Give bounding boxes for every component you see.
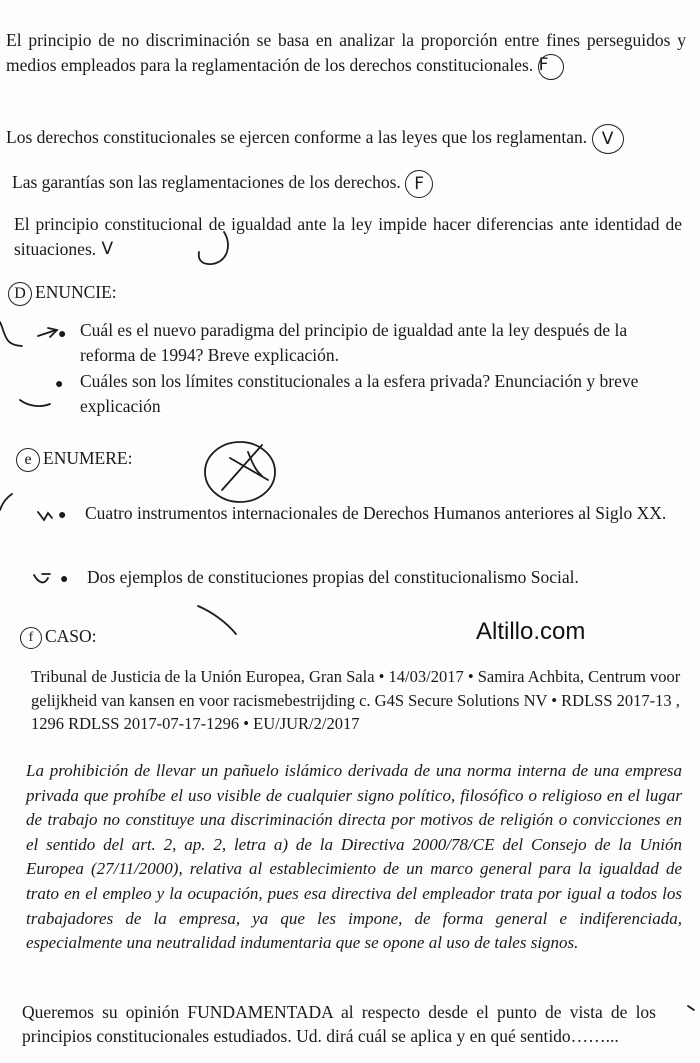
enuncie-item-1: Cuál es el nuevo paradigma del principio de igualdad ante la ley después de la reforma de 1994? Breve explicación.: [80, 320, 628, 365]
enumere-bullet-1: ●: [58, 508, 67, 523]
case-citation: Tribunal de Justicia de la Unión Europea, Gran Sala • 14/03/2017 • Samira Achbita, Centrum voor gelijkheid van kansen en voor racismebestrijding c. G4S Secure Solutions NV • RDLSS 2017-13 , 1296 RDLSS 2017-07-17-1296 • EU/JUR/2/2017: [31, 667, 681, 733]
section-d-letter: D: [8, 282, 32, 306]
section-e-title: ENUMERE:: [43, 448, 133, 468]
watermark: Altillo.com: [476, 618, 586, 645]
enumere-bullet-2: ●: [60, 572, 69, 587]
vf-item-1-text: El principio de no discriminación se basa en analizar la proporción entre fines perseguidos y medios empleados para la reglamentación de los derechos constitucionales.: [6, 30, 686, 75]
section-f-title: CASO:: [45, 626, 97, 646]
enuncie-item-2: Cuáles son los límites constitucionales a la esfera privada? Enunciación y breve explicación: [80, 371, 639, 416]
section-d-title: ENUNCIE:: [35, 282, 117, 302]
vf-item-1-mark: F: [538, 54, 564, 80]
section-f-letter: f: [20, 627, 42, 649]
case-question: Queremos su opinión FUNDAMENTADA al respecto desde el punto de vista de los principios constitucionales estudiados. Ud. dirá cuál se aplica y en qué sentido……...: [22, 1002, 656, 1046]
vf-item-4-mark: V: [101, 238, 114, 259]
enumere-item-2: Dos ejemplos de constituciones propias del constitucionalismo Social.: [87, 567, 579, 587]
case-summary: La prohibición de llevar un pañuelo islámico derivada de una norma interna de una empresa privada que prohíbe el uso visible de cualquier signo político, filosófico o religioso en el lugar de trabajo no constituye una discriminación directa por motivos de religión o convicciones en el sentido del art. 2, ap. 2, letra a) de la Directiva 2000/78/CE del Consejo de la Unión Europea (27/11/2000), relativa al establecimiento de un marco general para la igualdad de trato en el empleo y la ocupación, pues esa directiva del empleador trata por igual a todos los trabajadores de la empresa, ya que les impone, de forma general e indiferenciada, especialmente una neutralidad indumentaria que se opone al uso de tales signos.: [26, 761, 682, 953]
enuncie-bullet-2: ●: [55, 377, 64, 392]
vf-item-2-text: Los derechos constitucionales se ejercen conforme a las leyes que los reglamentan.: [6, 127, 588, 148]
vf-item-3-text: Las garantías son las reglamentaciones de los derechos.: [12, 172, 401, 193]
enuncie-bullet-1: ●: [58, 327, 67, 342]
vf-item-3-mark: F: [405, 170, 433, 198]
section-e-letter: e: [16, 448, 40, 472]
vf-item-2-mark: V: [592, 124, 624, 154]
enumere-item-1: Cuatro instrumentos internacionales de Derechos Humanos anteriores al Siglo XX.: [85, 503, 667, 523]
vf-item-4-text: El principio constitucional de igualdad ante la ley impide hacer diferencias ante identidad de situaciones.: [14, 214, 682, 259]
